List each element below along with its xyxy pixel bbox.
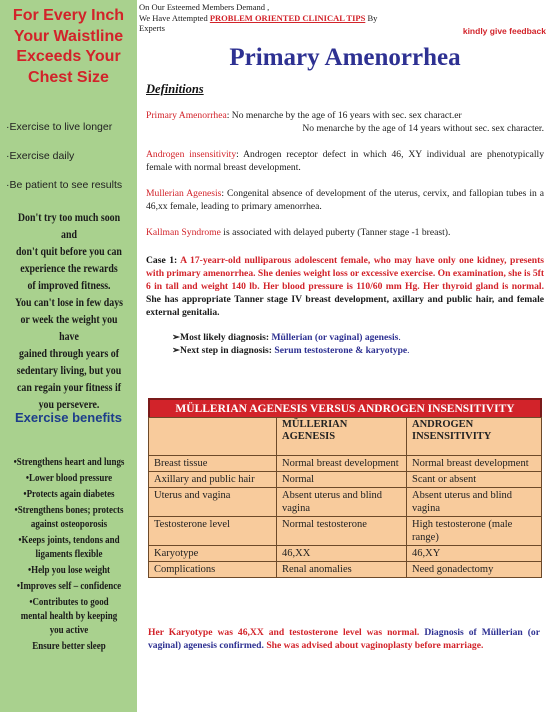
left-sidebar (0, 0, 137, 712)
table-row: Testosterone level Normal testosterone High testosterone (male range) (149, 517, 542, 546)
benefit-item: •Lower blood pressure (25, 473, 113, 484)
tip-item: ·Exercise to live longer (6, 121, 113, 133)
benefit-item: •Improves self – confidence (16, 581, 122, 592)
comparison-table (148, 398, 542, 578)
case-description: Case 1: A 17-yearr-old nulliparous adolescent female, who may have only one kidney, presents with primary amenorrhea. She denies weight loss or excessive exercise. On examination, she is 5ft 6 in tall and weight 140 lb. Her blood pressure is 110/60 mm Hg. Her thyroid gland is normal. She has appropriate Tanner stage IV breast development, axillary and public hair, and female external genitalia. (146, 255, 545, 318)
benefit-item: •Strengthens heart and lungs (13, 457, 125, 468)
definition-mullerian-agenesis: Mullerian Agenesis: Congenital absence of development of the uterus, cervix, and fallopian tubes in a 46,xx female, leading to primary amenorrhea. (146, 188, 544, 212)
table-row: Complications Renal anomalies Need gonadectomy (149, 562, 542, 578)
sidebar-headline: For Every Inch Your Waistline Exceeds Your Chest Size (12, 7, 125, 86)
table-row: Karyotype 46,XX 46,XY (149, 546, 542, 562)
benefit-item: •Help you lose weight (27, 565, 111, 576)
page-title: Primary Amenorrhea (229, 44, 461, 71)
definitions-heading: Definitions (146, 82, 204, 96)
benefits-list (2, 456, 136, 656)
diagnosis-list (172, 331, 544, 357)
main-content (146, 42, 544, 357)
definition-kallman-syndrome: Kallman Syndrome is associated with delayed puberty (Tanner stage -1 breast). (146, 227, 451, 238)
exercise-tips (6, 120, 137, 207)
feedback-link[interactable]: kindly give feedback (462, 26, 546, 36)
table-row: Uterus and vagina Absent uterus and blind vagina Absent uterus and blind vagina (149, 488, 542, 517)
table-row: Axillary and public hair Normal Scant or absent (149, 472, 542, 488)
tip-item: ·Exercise daily (6, 150, 75, 162)
benefit-item: •Protects again diabetes (23, 489, 115, 500)
benefit-item: •Contributes to good mental health by keeping you active (20, 597, 118, 636)
tip-item: ·Be patient to see results (6, 179, 123, 191)
benefits-title: Exercise benefits (15, 410, 122, 425)
table-row: Breast tissue Normal breast development Normal breast development (149, 456, 542, 472)
benefit-item: •Strengthens bones; protects against osteoporosis (14, 505, 124, 530)
members-notice: On Our Esteemed Members Demand , We Have Attempted PROBLEM ORIENTED CLINICAL TIPS By Experts (139, 2, 378, 33)
benefit-item: Ensure better sleep (32, 641, 106, 652)
diagnosis-item: ➢Next step in diagnosis: Serum testosterone & karyotype. (172, 345, 410, 356)
motivation-text: Don't try too much soon and don't quit before you can experience the rewards of improved fitness. You can't lose in few days or week the weight you have gained through years of sedentary living, but you can regain your fitness if you persevere. (15, 212, 123, 411)
diagnosis-item: ➢Most likely diagnosis: Müllerian (or vaginal) agenesis. (172, 332, 401, 343)
definition-primary-amenorrhea: Primary Amenorrhea: No menarche by the age of 16 years with sec. sex charact.er No menarche by the age of 14 years without sec. sex character. (146, 110, 544, 134)
clinical-tips-link[interactable]: PROBLEM ORIENTED CLINICAL TIPS (209, 12, 366, 23)
benefit-item: •Keeps joints, tendons and ligaments flexible (18, 535, 120, 560)
definition-androgen-insensitivity: Androgen insensitivity: Androgen receptor defect in which 46, XY individual are phenotypically female with normal breast development. (146, 149, 544, 173)
case-conclusion: Her Karyotype was 46,XX and testosterone level was normal. Diagnosis of Müllerian (or vaginal) agenesis confirmed. She was advised about vaginoplasty before marriage. (148, 627, 540, 651)
table-header-row: MÜLLERIAN AGENESIS ANDROGEN INSENSITIVITY (149, 418, 542, 456)
table-caption: MÜLLERIAN AGENESIS VERSUS ANDROGEN INSENSITIVITY (148, 398, 542, 417)
